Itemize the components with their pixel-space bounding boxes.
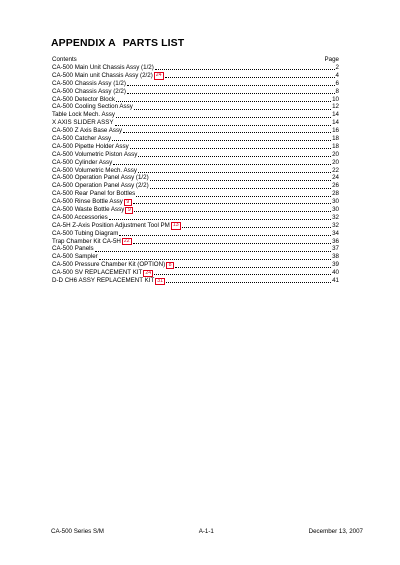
page-heading: Page [324,56,339,63]
dot-leader [127,93,335,94]
toc-entry[interactable] [52,214,339,222]
footer-date: December 13, 2007 [308,528,363,535]
toc-entry-label: CA-500 Volumetric Piston Assy [52,150,138,158]
toc-entry-page: 34 [332,229,339,237]
toc-entry-label: CA-500 Cooling Section Assy [52,103,133,111]
toc-entry-label: CA-500 Chassis Assy (1/2) [52,79,126,87]
toc-entry[interactable] [52,127,339,135]
toc-entry-page: 18 [332,135,339,142]
toc-entry-label: CA-500 Main Unit Chassis Assy (1/2) [52,63,154,71]
toc-entry-page: 28 [332,190,339,198]
toc-entry[interactable] [52,261,339,269]
toc-entry[interactable] [52,238,339,246]
toc-entry-label: CA-500 Rear Panel for Bottles [52,190,136,198]
dot-leader [133,203,331,204]
revision-badge: 24 [155,72,162,79]
toc-entry[interactable] [52,143,339,151]
dot-leader [116,101,331,102]
toc-entry-label: CA-500 Main unit Chassis Assy (2/2) [52,71,153,79]
toc-entry-label: D-D CH6 ASSY REPLACEMENT KIT [52,277,155,285]
toc-entry[interactable] [52,269,339,277]
page-title [51,37,184,49]
revision-badge: 8 [166,262,174,269]
toc-entry-page: 14 [332,111,339,119]
revision-badge: 22 [123,238,130,245]
toc-entry-page: 20 [332,158,339,166]
toc-entry-label: CA-500 SV REPLACEMENT KIT [52,269,143,277]
toc-entry[interactable] [52,245,339,253]
dot-leader [123,132,331,133]
toc-entry-page: 32 [332,213,339,221]
toc-entry-label: CA-500 Tubing Diagram [52,229,119,237]
toc-entry-page: 36 [332,237,339,245]
dot-leader [127,85,335,86]
dot-leader [134,109,331,110]
toc-entry-label: CA-500 Operation Panel Assy (2/2) [52,182,149,190]
toc-entry-label: CA-500 Detector Block [52,95,115,103]
dot-leader [166,282,331,283]
table-of-contents [52,56,339,285]
toc-entry[interactable] [52,72,339,80]
toc-entry-label: Table Lock Mech. Assy [52,111,115,119]
toc-entry-page: 10 [332,95,339,103]
toc-entry[interactable] [52,159,339,167]
toc-entry[interactable] [52,80,339,88]
dot-leader [115,125,332,126]
toc-entry[interactable] [52,222,339,230]
toc-entry[interactable] [52,88,339,96]
dot-leader [112,140,331,141]
toc-entry-label: CA-5H Z-Axis Position Adjustment Tool PM [52,221,170,229]
title-text: PARTS LIST [122,37,185,49]
toc-entry-page: 32 [332,221,339,229]
dot-leader [165,77,335,78]
toc-entry-label: Trap Chamber Kit CA-5H [52,237,121,245]
page-footer [51,528,363,535]
toc-entry-label: X AXIS SLIDER ASSY [52,119,114,127]
dot-leader [138,172,331,173]
toc-entry[interactable] [52,190,339,198]
toc-entry[interactable] [52,253,339,261]
toc-entry-page: 40 [332,269,339,277]
dot-leader [150,188,331,189]
toc-entry-label: CA-500 Waste Bottle Assy [52,206,125,214]
dot-leader [138,156,331,157]
footer-page-number: A-1-1 [198,528,214,535]
toc-entry[interactable] [52,198,339,206]
dot-leader [155,69,335,70]
toc-entry-page: 16 [332,127,339,135]
dot-leader [133,243,331,244]
revision-badge: 9 [125,207,133,214]
toc-entry[interactable] [52,182,339,190]
toc-entry-page: 2 [335,63,339,71]
toc-entry-label: CA-500 Panels [52,245,94,253]
toc-entry[interactable] [52,230,339,238]
toc-entry[interactable] [52,151,339,159]
toc-entry[interactable] [52,167,339,175]
toc-entry-page: 12 [332,103,339,111]
revision-badge: 9 [124,199,132,206]
toc-entry[interactable] [52,277,339,285]
toc-entry-page: 41 [332,277,339,285]
dot-leader [136,196,331,197]
dot-leader [150,180,331,181]
toc-entry-page: 37 [332,245,339,253]
toc-entry-page: 18 [332,142,339,150]
toc-entry-label: CA-500 Volumetric Mech. Assy [52,166,137,174]
dot-leader [95,251,331,252]
dot-leader [134,211,331,212]
toc-entry-label: CA-500 Rinse Bottle Assy [52,198,123,206]
dot-leader [109,219,331,220]
toc-entry-label: CA-500 Catcher Assy [52,135,112,142]
toc-entry-label: CA-500 Cylinder Assy [52,158,113,166]
toc-entry-page: 8 [335,87,339,95]
footer-manual-name: CA-500 Series S/M [51,528,104,535]
toc-entry-label: CA-500 Operation Panel Assy (1/2) [52,174,149,182]
toc-entry[interactable] [52,206,339,214]
toc-entry[interactable] [52,64,339,72]
dot-leader [154,274,331,275]
toc-entry[interactable] [52,135,339,143]
toc-entry-page: 30 [332,206,339,214]
contents-heading: Contents [52,56,77,63]
toc-entry-label: CA-500 Chassis Assy (2/2) [52,87,126,95]
revision-badge: 24 [145,269,152,276]
toc-entry-page: 22 [332,166,339,174]
toc-entry[interactable] [52,96,339,104]
toc-list [52,64,339,285]
toc-entry-page: 14 [332,119,339,127]
dot-leader [113,164,331,165]
toc-entry-page: 38 [332,253,339,261]
toc-entry-label: CA-500 Accessories [52,213,108,221]
toc-entry[interactable] [52,119,339,127]
toc-entry-page: 39 [332,261,339,269]
toc-entry-page: 26 [332,182,339,190]
toc-entry-page: 24 [332,174,339,182]
revision-badge: 31 [157,277,164,284]
toc-entry[interactable] [52,174,339,182]
toc-entry-page: 30 [332,198,339,206]
revision-badge: 13 [172,222,179,229]
toc-entry-label: CA-500 Pressure Chamber Kit (OPTION) [52,261,166,269]
dot-leader [175,267,331,268]
toc-entry-label: CA-500 Sampler [52,253,98,261]
dot-leader [130,148,331,149]
dot-leader [119,235,331,236]
toc-entry[interactable] [52,103,339,111]
toc-entry-label: CA-500 Z Axis Base Assy [52,127,123,135]
dot-leader [116,117,331,118]
toc-entry[interactable] [52,111,339,119]
toc-entry-label: CA-500 Pipette Holder Assy [52,142,129,150]
toc-entry-page: 4 [335,71,339,79]
toc-entry-page: 20 [332,150,339,158]
dot-leader [182,227,331,228]
dot-leader [99,259,331,260]
toc-entry-page: 6 [335,79,339,87]
toc-header [52,56,339,64]
appendix-label: APPENDIX A [51,37,116,49]
